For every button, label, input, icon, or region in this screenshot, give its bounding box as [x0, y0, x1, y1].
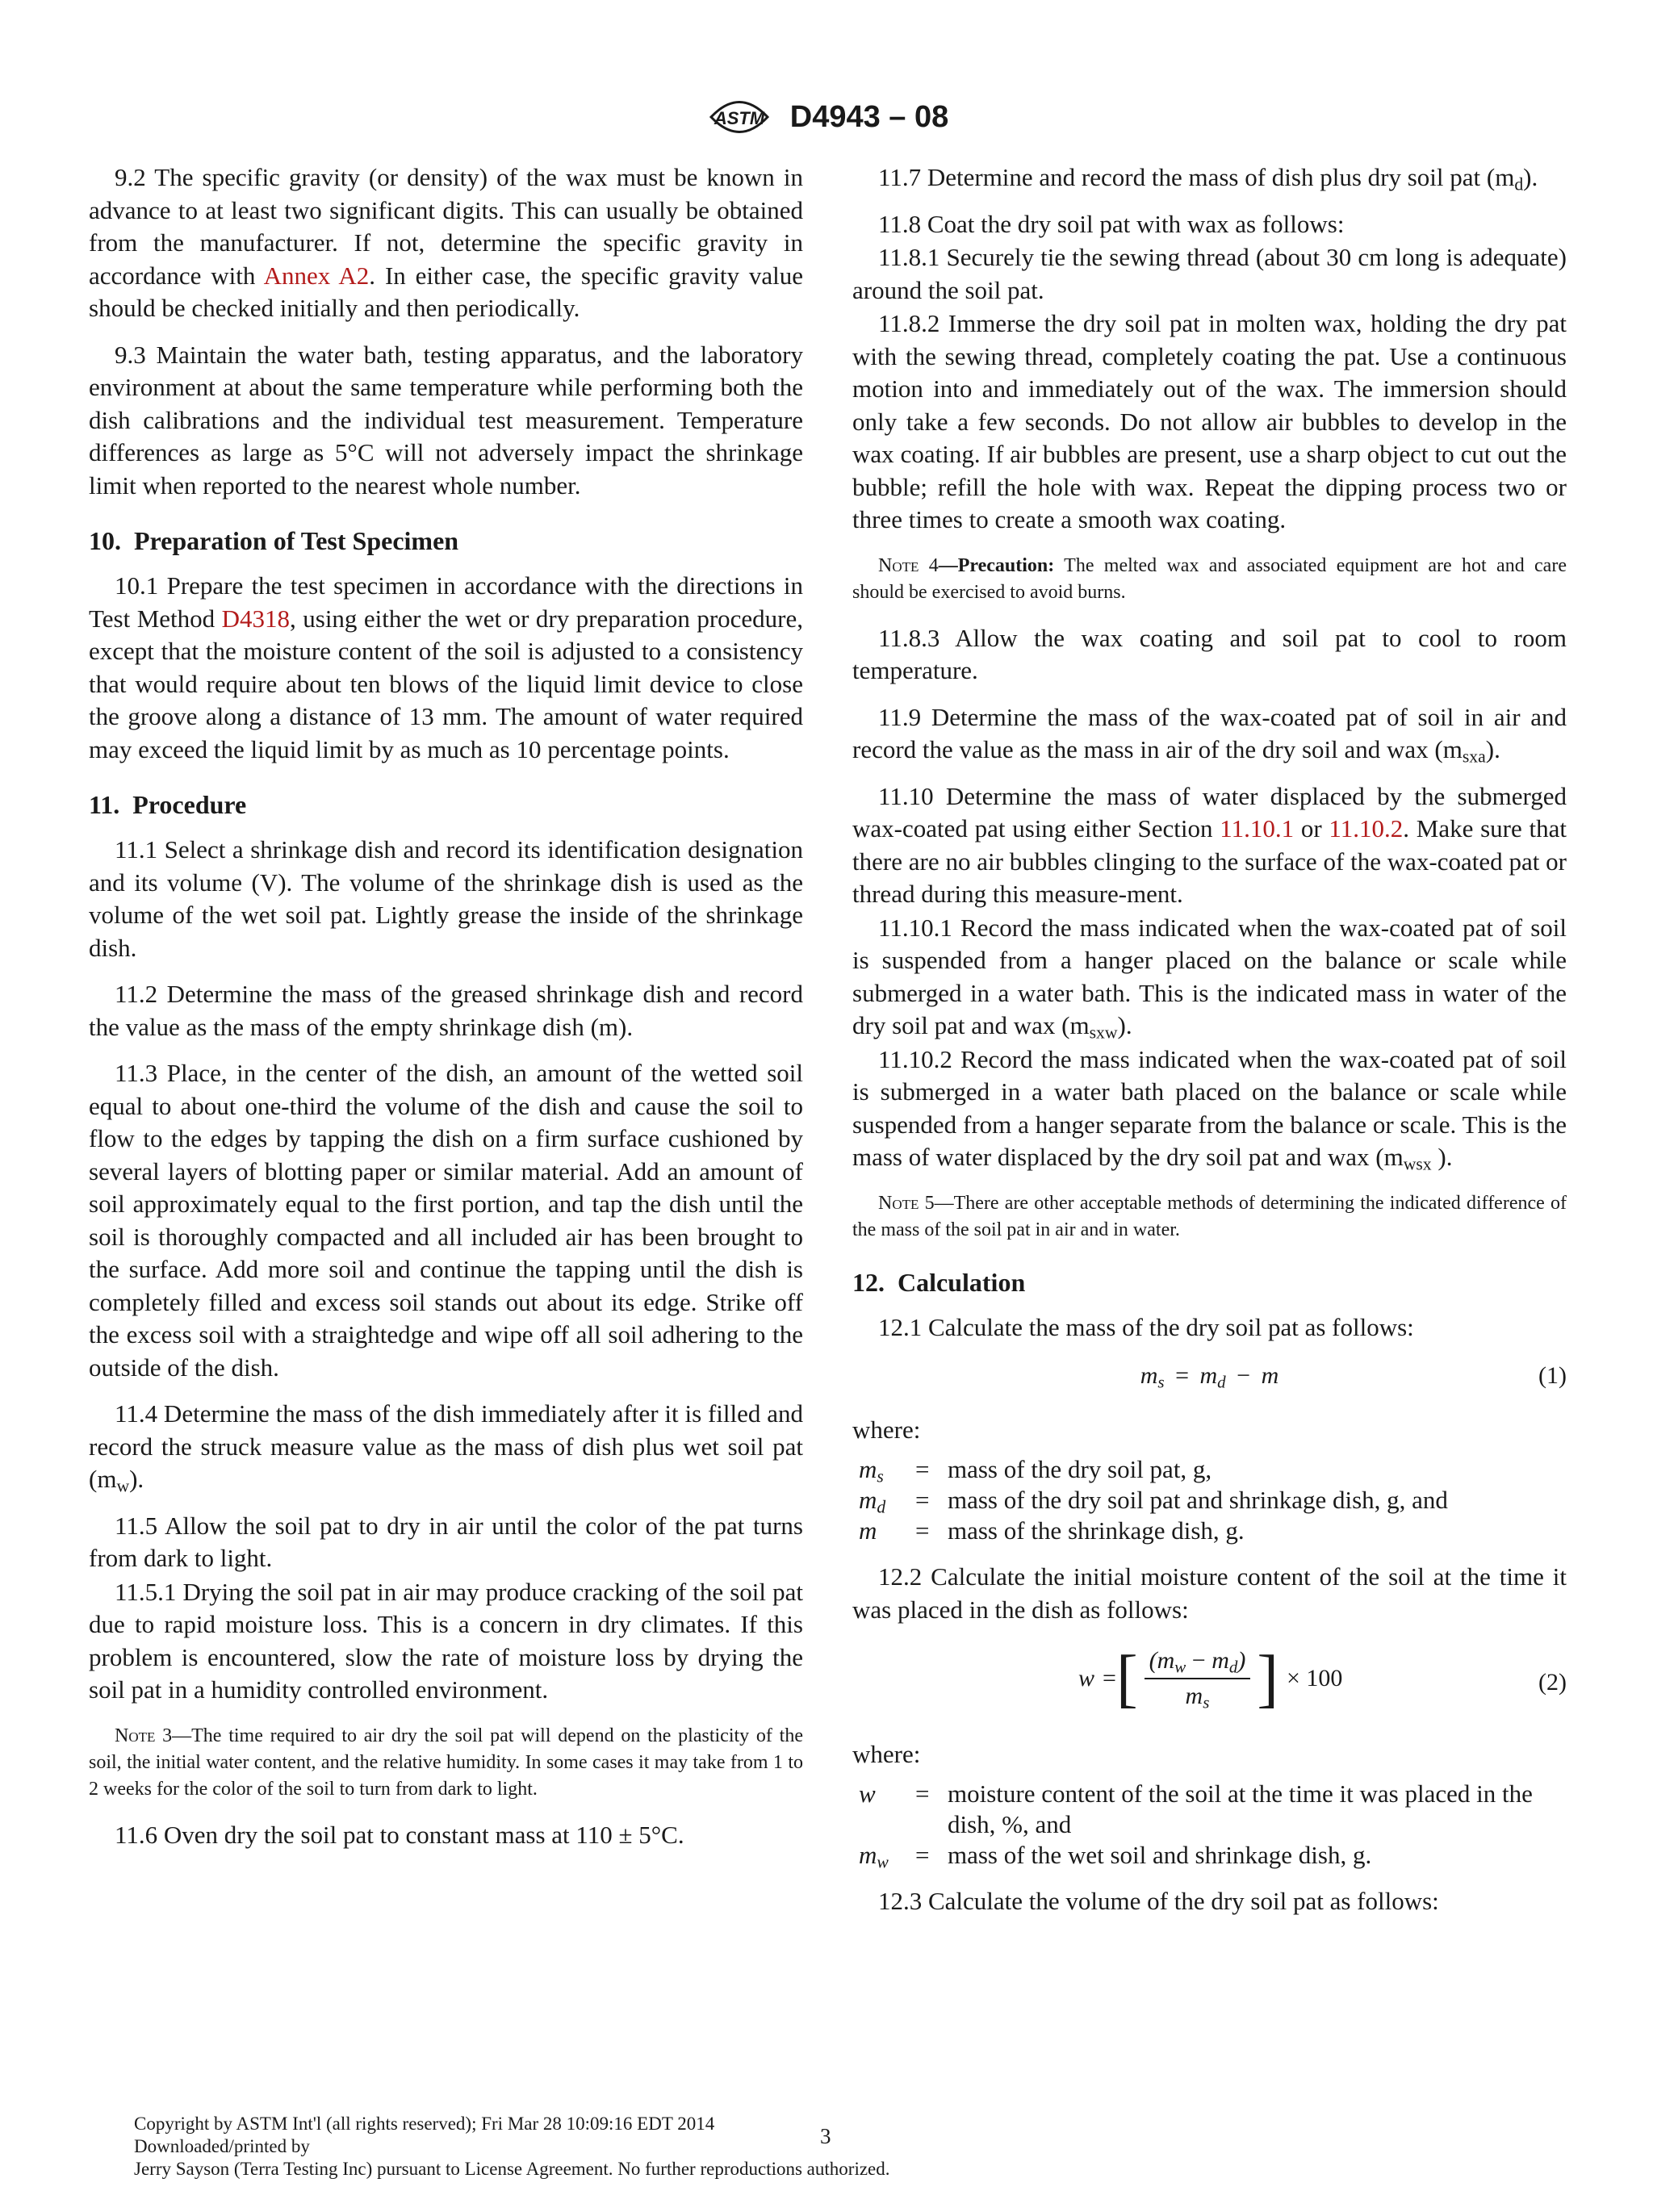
section-11-5: 11.5 Allow the soil pat to dry in air until the color of the pat turns from dark to light. [89, 1511, 803, 1572]
where-label-2: where: [852, 1740, 921, 1768]
document-id: D4943 – 08 [789, 99, 949, 134]
section-12-3: 12.3 Calculate the volume of the dry soil pat as follows: [878, 1887, 1439, 1915]
page-number: 3 [820, 2124, 831, 2148]
section-12-2: 12.2 Calculate the initial moisture content of the soil at the time it was placed in the dish as follows: [852, 1562, 1567, 1624]
page-header [0, 89, 1653, 145]
section-11-9: 11.9 Determine the mass of the wax-coated pat of soil in air and record the value as the mass in air of the dry soil and wax $(m_{sxa})$. [852, 702, 1567, 767]
equation-1 [852, 1357, 1567, 1404]
note-4: Note 4—Precaution: The melted wax and associated equipment are hot and care should be exercised to avoid burns. [852, 554, 1567, 603]
variable-list-2 [852, 1779, 1567, 1871]
d4318-link[interactable]: D4318 [221, 604, 291, 633]
heading-section-11: 11. Procedure [89, 790, 247, 819]
heading-section-12: 12. Calculation [852, 1267, 1026, 1297]
section-11-8-2: 11.8.2 Immerse the dry soil pat in molten wax, holding the dry pat with the sewing thread, completely coating the pat. Use a continuous motion into and immediately out of the wax. The immersion should only take a few seconds. Do not allow air bubbles to develop in the wax coating. If air bubbles are present, use a sharp object to cut out the bubble; refill the hole with wax. Repeat the dipping process two or three times to create a smooth wax coating. [852, 309, 1567, 533]
equation-2 [852, 1640, 1567, 1729]
footer-line-2: Downloaded/printed by [134, 2136, 310, 2156]
svg-text:ASTM: ASTM [714, 108, 764, 128]
astm-logo [705, 92, 774, 142]
left-column [89, 161, 803, 1865]
variable-list-1 [852, 1454, 1567, 1546]
section-11-10-1-link[interactable]: 11.10.1 [1220, 814, 1295, 843]
section-11-10-1: 11.10.1 Record the mass indicated when the wax-coated pat of soil is suspended from a hanger placed on the balance or scale while submerged in a water bath. This is the indicated mass in water of the dry soil pat and wax $(m_{sxw})$. [852, 913, 1567, 1043]
where-label-1: where: [852, 1415, 921, 1444]
note-3: Note 3—The time required to air dry the soil pat will depend on the plasticity of the soil, the initial water content, and the relative humidity. In some cases it may take from 1 to 2 weeks for the color of the soil to turn from dark to light. [89, 1725, 803, 1800]
variable-row: $m_d$ = mass of the dry soil pat and shrinkage dish, g, and [859, 1486, 1448, 1517]
section-11-5-1: 11.5.1 Drying the soil pat in air may produce cracking of the soil pat due to rapid moisture loss. This is a concern in dry climates. If this problem is encountered, slow the rate of moisture loss by drying the soil pat in a humidity controlled environment. [89, 1577, 803, 1704]
section-9-3: 9.3 Maintain the water bath, testing apparatus, and the laboratory environment at about the same temperature while performing both the dish calibrations and the individual test measurement. Temperature differences as large as 5°C will not adversely impact the shrinkage limit when reported to the nearest whole number. [89, 340, 803, 500]
section-11-7: 11.7 Determine and record the mass of dish plus dry soil pat $(m_d)$. [878, 163, 1538, 194]
note-5: Note 5—There are other acceptable methods of determining the indicated difference of the mass of the soil pat in air and in water. [852, 1192, 1567, 1240]
footer-line-1: Copyright by ASTM Int'l (all rights reserved); Fri Mar 28 10:09:16 EDT 2014 [134, 2114, 715, 2134]
heading-section-10: 10. Preparation of Test Specimen [89, 526, 459, 555]
section-11-6: 11.6 Oven dry the soil pat to constant mass at 110 ± 5°C. [115, 1820, 684, 1849]
copyright-footer [134, 2113, 1587, 2181]
section-11-4: 11.4 Determine the mass of the dish immediately after it is filled and record the struck measure value as the mass of dish plus wet soil pat $(m_w)$. [89, 1399, 803, 1496]
equation-1-body: $m_s = m_d - m$ [1140, 1362, 1279, 1392]
section-11-8-1: 11.8.1 Securely tie the sewing thread (about 30 cm long is adequate) around the soil pat. [852, 243, 1567, 304]
variable-row: $m_s$ = mass of the dry soil pat, g, [859, 1455, 1212, 1487]
section-9-2: 9.2 The specific gravity (or density) of the wax must be known in advance to at least two significant digits. This can usually be obtained from the manufacturer. If not, determine the specific gravity in accordance with Annex A2. In either case, the specific gravity value should be checked initially and then periodically. [89, 163, 803, 322]
section-11-8-3: 11.8.3 Allow the wax coating and soil pat to cool to room temperature. [852, 623, 1567, 684]
section-12-1: 12.1 Calculate the mass of the dry soil pat as follows: [878, 1312, 1414, 1341]
variable-row: $m_w$ = mass of the wet soil and shrinkage dish, g. [859, 1841, 1372, 1872]
section-11-8: 11.8 Coat the dry soil pat with wax as follows: [878, 209, 1345, 238]
fraction: $\frac{(m_w - m_d)}{m_s}$ [1145, 1647, 1251, 1710]
section-11-10-2: 11.10.2 Record the mass indicated when the wax-coated pat of soil is submerged in a water bath placed on the balance or scale while suspended from a hanger separate from the balance or scale. This is the mass of water displaced by the dry soil pat and wax ($m_{wsx}$ ). [852, 1044, 1567, 1174]
footer-line-3: Jerry Sayson (Terra Testing Inc) pursuant to License Agreement. No further reproductions authorized. [134, 2159, 890, 2179]
section-11-10-2-link[interactable]: 11.10.2 [1329, 814, 1404, 843]
annex-a2-link[interactable]: Annex A2 [263, 261, 370, 290]
section-10-1: 10.1 Prepare the test specimen in accordance with the directions in Test Method D4318, using either the wet or dry preparation procedure, except that the moisture content of the soil is adjusted to a consistency that would require about ten blows of the liquid limit device to close the groove along a distance of 13 mm. The amount of water required may exceed the liquid limit by as much as 10 percentage points. [89, 571, 803, 763]
equation-2-number: (2) [1538, 1669, 1567, 1696]
equation-2-body: w = [ $\frac{(m_w - m_d)}{m_s}$ ] × 100 [1078, 1643, 1343, 1714]
section-11-2: 11.2 Determine the mass of the greased shrinkage dish and record the value as the mass of the empty shrinkage dish (m). [89, 980, 803, 1041]
variable-row: m = mass of the shrinkage dish, g. [859, 1516, 1245, 1545]
section-11-3: 11.3 Place, in the center of the dish, an amount of the wetted soil equal to about one-third the volume of the dish and cause the soil to flow to the edges by tapping the dish on a firm surface cushioned by several layers of blotting paper or similar material. Add an amount of soil approximately equal to the first portion, and tap the dish until the soil is thoroughly compacted and all included air has been brought to the surface. Add more soil and continue the tapping until the dish is completely filled and excess soil stands out about its edge. Strike off the excess soil with a straightedge and wipe off all soil adhering to the outside of the dish. [89, 1059, 803, 1382]
section-11-10: 11.10 Determine the mass of water displaced by the submerged wax-coated pat using either Section 11.10.1 or 11.10.2. Make sure that there are no air bubbles clinging to the surface of the wax-coated pat or thread during this measure-ment. [852, 781, 1567, 908]
right-column [852, 161, 1567, 1932]
variable-row: w = moisture content of the soil at the time it was placed in the dish, %, and [859, 1779, 1533, 1838]
equation-1-number: (1) [1538, 1362, 1567, 1389]
section-11-1: 11.1 Select a shrinkage dish and record its identification designation and its volume (V). The volume of the shrinkage dish is used as the volume of the wet soil pat. Lightly grease the inside of the shrinkage dish. [89, 835, 803, 962]
